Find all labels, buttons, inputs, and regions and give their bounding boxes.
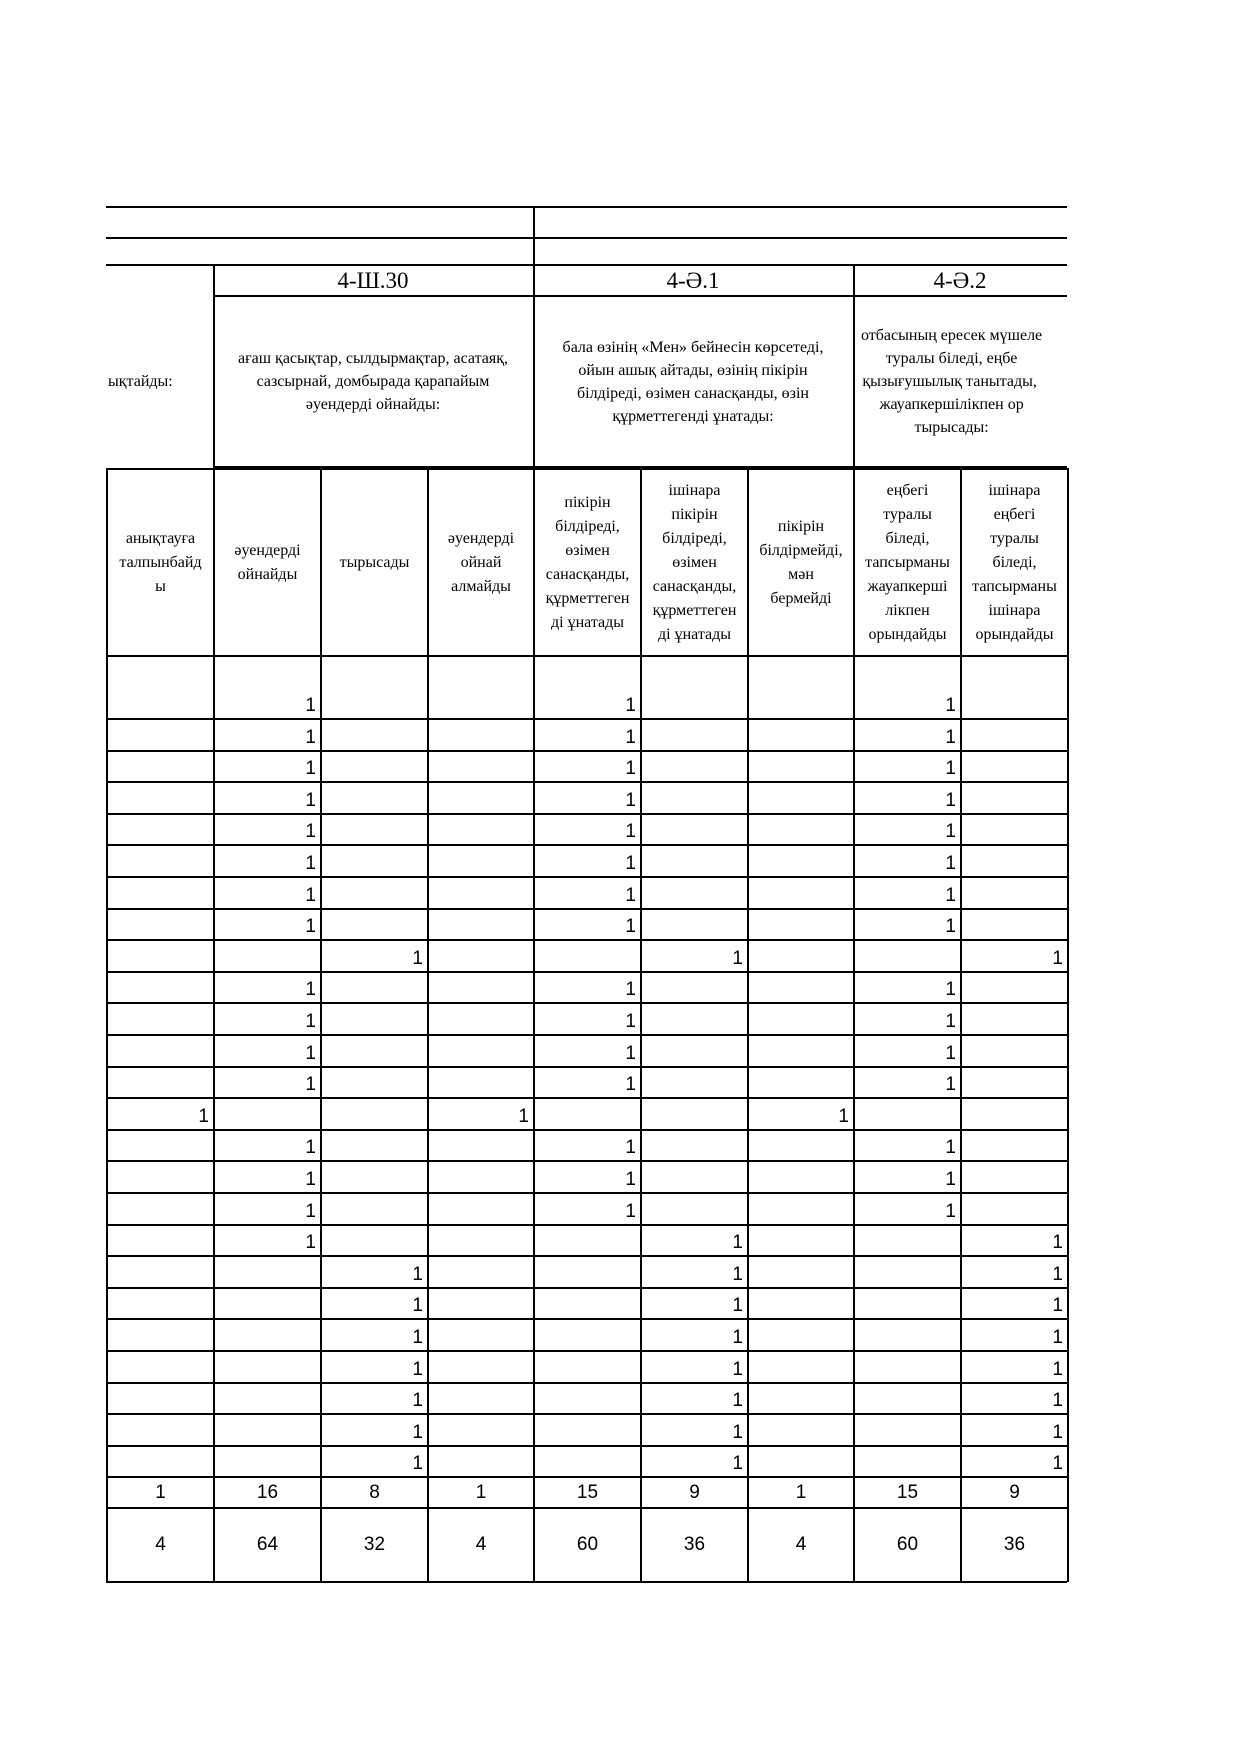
row-12-cell-8: 1: [945, 1042, 956, 1064]
row-10-cell-7: [749, 973, 853, 1003]
row-7-cell-1: [108, 878, 213, 908]
row-1-cell-5: 1: [625, 695, 636, 716]
row-19-cell-6: 1: [732, 1263, 743, 1285]
row-5-cell-9: [962, 815, 1067, 845]
row-18-cell-6: 1: [732, 1232, 743, 1254]
row-13-cell-8: 1: [945, 1074, 956, 1096]
column-rule-3: [427, 468, 429, 1582]
row-9-cell-5: [535, 941, 640, 971]
row-7-cell-8: 1: [945, 884, 956, 906]
total-col-4: 1: [475, 1481, 487, 1503]
row-22-cell-6: 1: [732, 1358, 743, 1380]
column-rule-7: [853, 468, 855, 1582]
row-24-cell-4: [429, 1415, 533, 1445]
row-11-cell-6: [642, 1004, 747, 1034]
row-5-cell-6: [642, 815, 747, 845]
row-14-cell-4: 1: [518, 1105, 529, 1127]
row-25-cell-3: 1: [412, 1453, 423, 1475]
row-17-cell-9: [962, 1194, 1067, 1224]
row-6-cell-5: 1: [625, 852, 636, 874]
row-5-cell-4: [429, 815, 533, 845]
row-22-cell-3: 1: [412, 1358, 423, 1380]
row-19-cell-4: [429, 1257, 533, 1287]
row-6-cell-8: 1: [945, 852, 956, 874]
row-3-cell-1: [108, 752, 213, 782]
row-14-cell-1: 1: [198, 1105, 209, 1127]
percent-col-2: 64: [256, 1534, 279, 1556]
row-21-cell-3: 1: [412, 1326, 423, 1348]
row-6-cell-4: [429, 846, 533, 876]
row-1-cell-2: 1: [305, 695, 316, 716]
row-13-cell-1: [108, 1068, 213, 1098]
row-14-cell-9: [962, 1099, 1067, 1129]
row-2-cell-1: [108, 720, 213, 750]
row-25-cell-6: 1: [732, 1453, 743, 1475]
subheader-col-2: әуендерді ойнайды: [234, 541, 301, 583]
row-13-cell-3: [322, 1068, 427, 1098]
percent-col-3: 32: [363, 1534, 386, 1556]
row-24-cell-9: 1: [1052, 1421, 1063, 1443]
row-9-cell-2: [215, 941, 320, 971]
row-6-cell-9: [962, 846, 1067, 876]
total-col-2: 16: [256, 1481, 279, 1503]
row-4-cell-7: [749, 783, 853, 813]
row-3-cell-9: [962, 752, 1067, 782]
row-15-cell-7: [749, 1131, 853, 1161]
row-6-cell-3: [322, 846, 427, 876]
column-rule-1: [213, 468, 215, 1582]
subheader-col-1: анықтауға талпынбайд ы: [119, 529, 202, 595]
row-15-cell-4: [429, 1131, 533, 1161]
row-8-cell-7: [749, 910, 853, 940]
row-16-cell-3: [322, 1162, 427, 1192]
subheader-col-6: ішінара пікірін білдіреді, өзімен санасқанды, құрметтеген ді ұнатады: [652, 481, 737, 643]
row-12-cell-1: [108, 1036, 213, 1066]
row-23-cell-5: [535, 1384, 640, 1414]
row-2-cell-8: 1: [945, 726, 956, 748]
row-21-cell-2: [215, 1320, 320, 1350]
row-10-cell-9: [962, 973, 1067, 1003]
row-23-cell-2: [215, 1384, 320, 1414]
row-19-cell-3: 1: [412, 1263, 423, 1285]
row-25-cell-2: [215, 1447, 320, 1477]
row-4-cell-2: 1: [305, 789, 316, 811]
row-25-cell-4: [429, 1447, 533, 1477]
row-14-cell-7: 1: [838, 1105, 849, 1127]
row-10-cell-4: [429, 973, 533, 1003]
row-2-cell-9: [962, 720, 1067, 750]
row-21-cell-7: [749, 1320, 853, 1350]
row-16-cell-6: [642, 1162, 747, 1192]
subheader-rule-bottom: [106, 655, 1067, 657]
row-19-cell-8: [855, 1257, 960, 1287]
column-rule-0: [106, 468, 108, 1582]
row-8-cell-1: [108, 910, 213, 940]
row-6-cell-7: [749, 846, 853, 876]
row-25-cell-1: [108, 1447, 213, 1477]
subheader-col-7: пікірін білдірмейді, мән бермейді: [759, 517, 843, 607]
total-col-6: 9: [689, 1481, 700, 1503]
row-22-cell-8: [855, 1352, 960, 1382]
row-17-cell-6: [642, 1194, 747, 1224]
row-3-cell-2: 1: [305, 758, 316, 780]
row-10-cell-1: [108, 973, 213, 1003]
row-4-cell-1: [108, 783, 213, 813]
row-9-cell-9: 1: [1052, 947, 1063, 969]
row-1-cell-8: 1: [945, 695, 956, 716]
row-9-cell-3: 1: [412, 947, 423, 969]
code-4-sh-30: 4-Ш.30: [337, 267, 409, 293]
row-17-cell-4: [429, 1194, 533, 1224]
row-1-cell-1: [108, 658, 213, 718]
row-21-cell-5: [535, 1320, 640, 1350]
row-10-cell-5: 1: [625, 979, 636, 1001]
row-18-cell-9: 1: [1052, 1232, 1063, 1254]
row-11-cell-4: [429, 1004, 533, 1034]
row-13-cell-5: 1: [625, 1074, 636, 1096]
row-14-cell-5: [535, 1099, 640, 1129]
row-20-cell-7: [749, 1289, 853, 1319]
row-6-cell-6: [642, 846, 747, 876]
row-22-cell-2: [215, 1352, 320, 1382]
row-19-cell-1: [108, 1257, 213, 1287]
row-18-cell-4: [429, 1226, 533, 1256]
description-previous-group: ықтайды:: [108, 373, 173, 390]
row-3-cell-7: [749, 752, 853, 782]
column-rule-4: [533, 468, 535, 1582]
row-4-cell-3: [322, 783, 427, 813]
row-13-cell-4: [429, 1068, 533, 1098]
row-8-cell-6: [642, 910, 747, 940]
percent-col-8: 60: [896, 1534, 919, 1556]
row-12-cell-6: [642, 1036, 747, 1066]
row-11-cell-3: [322, 1004, 427, 1034]
row-19-cell-7: [749, 1257, 853, 1287]
row-1-cell-7: [749, 658, 853, 718]
row-20-cell-9: 1: [1052, 1295, 1063, 1317]
row-17-cell-2: 1: [305, 1200, 316, 1222]
row-1-cell-9: [962, 658, 1067, 718]
description-4-a-2: отбасының ересек мүшеле туралы біледі, еңбе қызығушылық танытады, жауапкершілікпен ор тырысады:: [861, 327, 1043, 436]
row-8-cell-2: 1: [305, 916, 316, 938]
row-16-cell-4: [429, 1162, 533, 1192]
row-23-cell-9: 1: [1052, 1390, 1063, 1412]
percent-col-9: 36: [1003, 1534, 1026, 1556]
row-17-cell-3: [322, 1194, 427, 1224]
row-14-cell-3: [322, 1099, 427, 1129]
row-24-cell-6: 1: [732, 1421, 743, 1443]
row-23-cell-8: [855, 1384, 960, 1414]
row-7-cell-5: 1: [625, 884, 636, 906]
row-2-cell-5: 1: [625, 726, 636, 748]
row-18-cell-5: [535, 1226, 640, 1256]
row-20-cell-2: [215, 1289, 320, 1319]
row-16-cell-8: 1: [945, 1168, 956, 1190]
subheader-col-3: тырысады: [339, 553, 410, 571]
row-24-cell-1: [108, 1415, 213, 1445]
row-4-cell-4: [429, 783, 533, 813]
header-rule-2: [106, 237, 1067, 239]
row-6-cell-2: 1: [305, 852, 316, 874]
row-15-cell-9: [962, 1131, 1067, 1161]
row-15-cell-6: [642, 1131, 747, 1161]
row-15-cell-8: 1: [945, 1137, 956, 1159]
total-col-1: 1: [155, 1481, 166, 1503]
row-20-cell-5: [535, 1289, 640, 1319]
row-1-cell-6: [642, 658, 747, 718]
column-rule-8: [960, 468, 962, 1582]
row-20-cell-6: 1: [732, 1295, 743, 1317]
row-15-cell-2: 1: [305, 1137, 316, 1159]
row-18-cell-8: [855, 1226, 960, 1256]
code-4-a-2: 4-Ә.2: [933, 267, 987, 293]
row-18-cell-3: [322, 1226, 427, 1256]
row-16-cell-1: [108, 1162, 213, 1192]
row-12-cell-3: [322, 1036, 427, 1066]
row-2-cell-2: 1: [305, 726, 316, 748]
row-7-cell-3: [322, 878, 427, 908]
row-17-cell-5: 1: [625, 1200, 636, 1222]
row-23-cell-7: [749, 1384, 853, 1414]
description-4-a-1: бала өзінің «Мен» бейнесін көрсетеді, ойын ашық айтады, өзінің пікірін білдіреді, өзімен санасқанды, өзін құрметтегенді ұнатады:: [562, 338, 824, 425]
row-9-cell-1: [108, 941, 213, 971]
percent-col-5: 60: [576, 1534, 599, 1556]
row-25-cell-5: [535, 1447, 640, 1477]
row-15-cell-5: 1: [625, 1137, 636, 1159]
row-25-cell-8: [855, 1447, 960, 1477]
row-8-cell-9: [962, 910, 1067, 940]
row-25-cell-7: [749, 1447, 853, 1477]
row-20-cell-8: [855, 1289, 960, 1319]
row-18-cell-2: 1: [305, 1232, 316, 1254]
row-2-cell-3: [322, 720, 427, 750]
percent-col-1: 4: [155, 1534, 166, 1556]
row-22-cell-5: [535, 1352, 640, 1382]
row-3-cell-8: 1: [945, 758, 956, 780]
row-23-cell-6: 1: [732, 1390, 743, 1412]
column-rule-9: [1067, 468, 1069, 1582]
row-5-cell-7: [749, 815, 853, 845]
row-8-cell-8: 1: [945, 916, 956, 938]
row-5-cell-1: [108, 815, 213, 845]
row-9-cell-4: [429, 941, 533, 971]
row-9-cell-8: [855, 941, 960, 971]
row-5-cell-8: 1: [945, 821, 956, 843]
row-5-cell-2: 1: [305, 821, 316, 843]
row-17-cell-8: 1: [945, 1200, 956, 1222]
row-6-cell-1: [108, 846, 213, 876]
row-2-cell-6: [642, 720, 747, 750]
column-rule-6: [747, 468, 749, 1582]
row-11-cell-5: 1: [625, 1010, 636, 1032]
row-12-cell-2: 1: [305, 1042, 316, 1064]
column-rule-5: [640, 468, 642, 1582]
code-4-a-1: 4-Ә.1: [666, 267, 720, 293]
row-7-cell-6: [642, 878, 747, 908]
row-9-cell-6: 1: [732, 947, 743, 969]
row-18-cell-7: [749, 1226, 853, 1256]
row-15-cell-1: [108, 1131, 213, 1161]
row-11-cell-1: [108, 1004, 213, 1034]
row-7-cell-2: 1: [305, 884, 316, 906]
row-3-cell-4: [429, 752, 533, 782]
row-13-cell-2: 1: [305, 1074, 316, 1096]
total-col-7: 1: [795, 1481, 807, 1503]
subheader-col-4: әуендерді ойнай алмайды: [447, 529, 515, 595]
row-10-cell-8: 1: [945, 979, 956, 1001]
row-19-cell-5: [535, 1257, 640, 1287]
row-22-cell-9: 1: [1052, 1358, 1063, 1380]
row-9-cell-7: [749, 941, 853, 971]
row-19-cell-9: 1: [1052, 1263, 1063, 1285]
row-24-cell-8: [855, 1415, 960, 1445]
row-12-cell-9: [962, 1036, 1067, 1066]
row-8-cell-5: 1: [625, 916, 636, 938]
row-13-cell-6: [642, 1068, 747, 1098]
row-24-cell-7: [749, 1415, 853, 1445]
row-4-cell-6: [642, 783, 747, 813]
row-3-cell-6: [642, 752, 747, 782]
row-24-cell-2: [215, 1415, 320, 1445]
row-10-cell-2: 1: [305, 979, 316, 1001]
total-col-9: 9: [1009, 1481, 1020, 1503]
row-17-cell-7: [749, 1194, 853, 1224]
row-14-cell-6: [642, 1099, 747, 1129]
subheader-col-9: ішінара еңбегі туралы біледі, тапсырманы ішінара орындайды: [972, 481, 1057, 643]
row-23-cell-3: 1: [412, 1390, 423, 1412]
row-22-cell-7: [749, 1352, 853, 1382]
row-4-cell-5: 1: [625, 789, 636, 811]
row-17-cell-1: [108, 1194, 213, 1224]
header-rule-top: [106, 206, 1067, 208]
row-21-cell-1: [108, 1320, 213, 1350]
total-col-5: 15: [576, 1481, 599, 1503]
row-3-cell-3: [322, 752, 427, 782]
percent-col-4: 4: [475, 1534, 487, 1556]
subheader-col-5: пікірін білдіреді, өзімен санасқанды, құрметтеген ді ұнатады: [545, 493, 630, 631]
row-2-cell-4: [429, 720, 533, 750]
row-12-cell-5: 1: [625, 1042, 636, 1064]
row-20-cell-4: [429, 1289, 533, 1319]
row-11-cell-9: [962, 1004, 1067, 1034]
row-24-cell-5: [535, 1415, 640, 1445]
subheader-col-8: еңбегі туралы біледі, тапсырманы жауапкерші лікпен орындайды: [865, 481, 950, 643]
row-21-cell-8: [855, 1320, 960, 1350]
row-12-cell-7: [749, 1036, 853, 1066]
row-10-cell-3: [322, 973, 427, 1003]
row-20-cell-3: 1: [412, 1295, 423, 1317]
row-4-cell-9: [962, 783, 1067, 813]
row-1-cell-4: [429, 658, 533, 718]
row-22-cell-4: [429, 1352, 533, 1382]
row-7-cell-4: [429, 878, 533, 908]
row-21-cell-4: [429, 1320, 533, 1350]
row-16-cell-9: [962, 1162, 1067, 1192]
row-16-cell-7: [749, 1162, 853, 1192]
row-2-cell-7: [749, 720, 853, 750]
row-3-cell-5: 1: [625, 758, 636, 780]
row-18-cell-1: [108, 1226, 213, 1256]
row-23-cell-4: [429, 1384, 533, 1414]
row-13-cell-9: [962, 1068, 1067, 1098]
row-8-cell-3: [322, 910, 427, 940]
row-11-cell-2: 1: [305, 1010, 316, 1032]
row-5-cell-5: 1: [625, 821, 636, 843]
row-4-cell-8: 1: [945, 789, 956, 811]
row-23-cell-1: [108, 1384, 213, 1414]
row-20-cell-1: [108, 1289, 213, 1319]
row-7-cell-9: [962, 878, 1067, 908]
row-15-cell-3: [322, 1131, 427, 1161]
description-4-sh-30: ағаш қасықтар, сылдырмақтар, асатаяқ, сазсырнай, домбырада қарапайым әуендерді ойнайды:: [237, 350, 509, 413]
row-12-cell-4: [429, 1036, 533, 1066]
row-21-cell-9: 1: [1052, 1326, 1063, 1348]
row-8-cell-4: [429, 910, 533, 940]
row-5-cell-3: [322, 815, 427, 845]
row-10-cell-6: [642, 973, 747, 1003]
percent-col-7: 4: [795, 1534, 807, 1556]
total-col-3: 8: [369, 1481, 380, 1503]
row-11-cell-8: 1: [945, 1010, 956, 1032]
row-21-cell-6: 1: [732, 1326, 743, 1348]
row-16-cell-2: 1: [305, 1168, 316, 1190]
percent-col-6: 36: [683, 1534, 706, 1556]
row-14-cell-8: [855, 1099, 960, 1129]
row-13-cell-7: [749, 1068, 853, 1098]
row-22-cell-1: [108, 1352, 213, 1382]
row-7-cell-7: [749, 878, 853, 908]
total-col-8: 15: [896, 1481, 919, 1503]
row-24-cell-3: 1: [412, 1421, 423, 1443]
row-1-cell-3: [322, 658, 427, 718]
row-11-cell-7: [749, 1004, 853, 1034]
column-rule-2: [320, 468, 322, 1582]
row-14-cell-2: [215, 1099, 320, 1129]
row-25-cell-9: 1: [1052, 1453, 1063, 1475]
row-19-cell-2: [215, 1257, 320, 1287]
row-16-cell-5: 1: [625, 1168, 636, 1190]
